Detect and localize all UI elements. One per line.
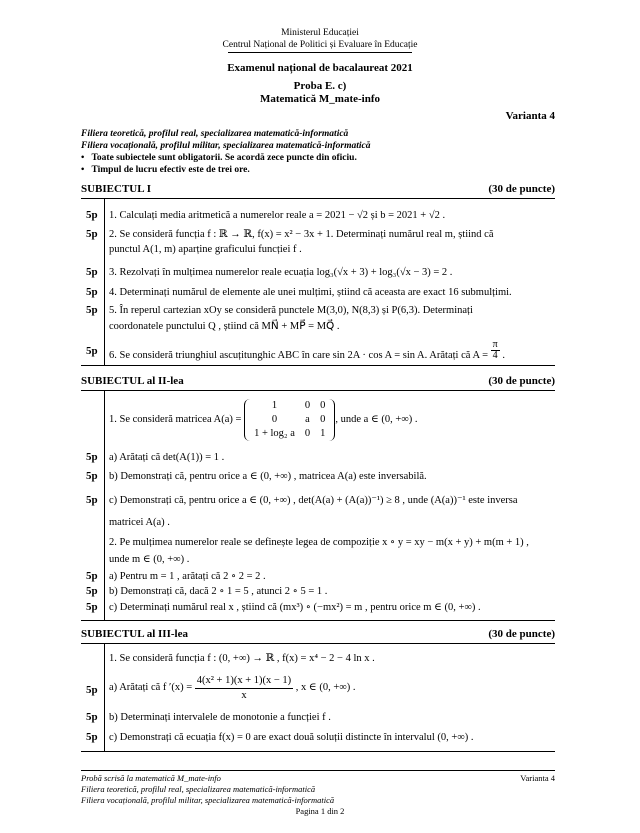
filiera-teoretica: Filiera teoretică, profilul real, specializarea matematică-informatică: [81, 129, 349, 139]
s2-1c: c) Demonstrați că, pentru orice a ∈ (0, +∞) , det(A(a) + (A(a))⁻¹) ≥ 8 , unde (A(a))⁻¹ este inversa: [109, 495, 518, 506]
s2-1c-cont: matricei A(a) .: [109, 517, 170, 528]
s2-2c-points: 5p: [86, 601, 98, 613]
footer-page: Pagina 1 din 2: [295, 806, 345, 816]
s2-matrix-intro: 1. Se consideră matricea A(a) = 1 0 0 0 a 0 1 + log₂ a 0 1 , unde a ∈ (0, +∞) .: [109, 400, 418, 439]
s1-item2-cont: punctul A(1, m) aparține graficului funcției f .: [109, 244, 302, 255]
s1-item3: 3. Rezolvați în mulțimea numerelor reale ecuația log₃(√x + 3) + log₃(√x − 3) = 2 .: [109, 267, 453, 278]
s2-2b: b) Demonstrați că, dacă 2 ∘ 1 = 5 , atunci 2 ∘ 5 = 1 .: [109, 586, 328, 597]
s2-title: SUBIECTUL al II-lea: [81, 375, 184, 387]
s3-top-rule: [81, 643, 555, 644]
s1-item6: 6. Se consideră triunghiul ascuțitunghic ABC în care sin 2A · cos A = sin A. Arătați că A = $\frac{\pi}{4}$ .: [109, 339, 505, 361]
s2-1b-points: 5p: [86, 470, 98, 482]
footer-variant: Varianta 4: [520, 773, 555, 783]
s2-1a: a) Arătați că det(A(1)) = 1 .: [109, 452, 225, 463]
s1-item2: 2. Se consideră funcția f : ℝ → ℝ, f(x) = x² − 3x + 1. Determinați numărul real m, știind că: [109, 229, 494, 240]
s1-item6-points: 5p: [86, 345, 98, 357]
s2-1b: b) Demonstrați că, pentru orice a ∈ (0, +∞) , matricea A(a) este inversabilă.: [109, 471, 427, 482]
s2-2b-points: 5p: [86, 585, 98, 597]
s2-bottom-rule: [81, 620, 555, 621]
s1-item5-points: 5p: [86, 304, 98, 316]
s3-1a-points: 5p: [86, 684, 98, 696]
ministry-name: Ministerul Educației: [281, 28, 359, 38]
s3-1a: a) Arătați că f ′(x) = $\frac{\text{4(x² + 1)(x + 1)(x − 1)}}{x}$ , x ∈ (0, +∞) .: [109, 674, 356, 701]
s3-1a-fraction: $\frac{\text{4(x² + 1)(x + 1)(x − 1)}}{x}$: [196, 674, 292, 701]
s1-top-rule: [81, 198, 555, 199]
header-rule: [228, 52, 412, 53]
s2-points: (30 de puncte): [488, 375, 555, 387]
exam-title: Examenul național de bacalaureat 2021: [227, 62, 413, 74]
s3-1c: c) Demonstrați că ecuația f(x) = 0 are exact două soluții distincte în intervalul (0, +∞) .: [109, 732, 474, 743]
s1-item6-fraction: $\frac{\pi}{4}$: [492, 339, 498, 361]
footer-rule: [81, 770, 555, 771]
center-name: Centrul Național de Politici și Evaluare în Educație: [222, 40, 418, 50]
s2-2c: c) Determinați numărul real x , știind că (mx³) ∘ (−mx²) = m , pentru orice m ∈ (0, +∞) .: [109, 602, 481, 613]
s3-vertical-rule: [104, 643, 105, 751]
footer-line2: Filiera teoretică, profilul real, specializarea matematică-informatică: [81, 784, 316, 794]
s2-law-domain: unde m ∈ (0, +∞) .: [109, 554, 190, 565]
s2-1a-points: 5p: [86, 451, 98, 463]
s1-title: SUBIECTUL I: [81, 183, 152, 195]
s2-1c-points: 5p: [86, 494, 98, 506]
variant-label: Varianta 4: [505, 110, 555, 122]
s1-item1-points: 5p: [86, 209, 98, 221]
bullet-time: • Timpul de lucru efectiv este de trei ore.: [81, 165, 250, 175]
filiera-vocationala: Filiera vocațională, profilul militar, specializarea matematică-informatică: [81, 141, 371, 151]
s1-item3-points: 5p: [86, 266, 98, 278]
subject-label: Matematică M_mate-info: [259, 93, 381, 105]
proba-label: Proba E. c): [293, 80, 347, 92]
s1-item5: 5. În reperul cartezian xOy se consideră punctele M(3,0), N(8,3) și P(6,3). Determinați: [109, 305, 473, 316]
s2-top-rule: [81, 390, 555, 391]
s3-1b-points: 5p: [86, 711, 98, 723]
s1-item4-points: 5p: [86, 286, 98, 298]
s2-law-intro: 2. Pe mulțimea numerelor reale se definește legea de compoziție x ∘ y = xy − m(x + y) + m(m + 1) ,: [109, 537, 529, 548]
s2-2a: a) Pentru m = 1 , arătați că 2 ∘ 2 = 2 .: [109, 571, 266, 582]
s1-points: (30 de puncte): [488, 183, 555, 195]
s2-2a-points: 5p: [86, 570, 98, 582]
footer-line3: Filiera vocațională, profilul militar, specializarea matematică-informatică: [81, 795, 335, 805]
s2-vertical-rule: [104, 390, 105, 620]
matrix-A: 1 0 0 0 a 0 1 + log₂ a 0 1: [244, 399, 335, 441]
s3-title: SUBIECTUL al III-lea: [81, 628, 188, 640]
bullet-mandatory: • Toate subiectele sunt obligatorii. Se acordă zece puncte din oficiu.: [81, 153, 357, 163]
s1-item2-points: 5p: [86, 228, 98, 240]
s3-1c-points: 5p: [86, 731, 98, 743]
s1-item1: 1. Calculați media aritmetică a numerelor reale a = 2021 − √2 și b = 2021 + √2 .: [109, 210, 446, 221]
s3-points: (30 de puncte): [488, 628, 555, 640]
s1-item5-cont: coordonatele punctului Q , știind că MN⃗ + MP⃗ = MQ⃗ .: [109, 321, 340, 332]
s1-item4: 4. Determinați numărul de elemente ale unei mulțimi, știind că aceasta are exact 16 submulțimi.: [109, 287, 512, 298]
footer-line1: Probă scrisă la matematică M_mate-info: [81, 773, 221, 783]
s3-1b: b) Determinați intervalele de monotonie a funcției f .: [109, 712, 331, 723]
s1-vertical-rule: [104, 198, 105, 365]
s3-function-intro: 1. Se consideră funcția f : (0, +∞) → ℝ , f(x) = x⁴ − 2 − 4 ln x .: [109, 653, 375, 664]
s3-bottom-rule: [81, 751, 555, 752]
